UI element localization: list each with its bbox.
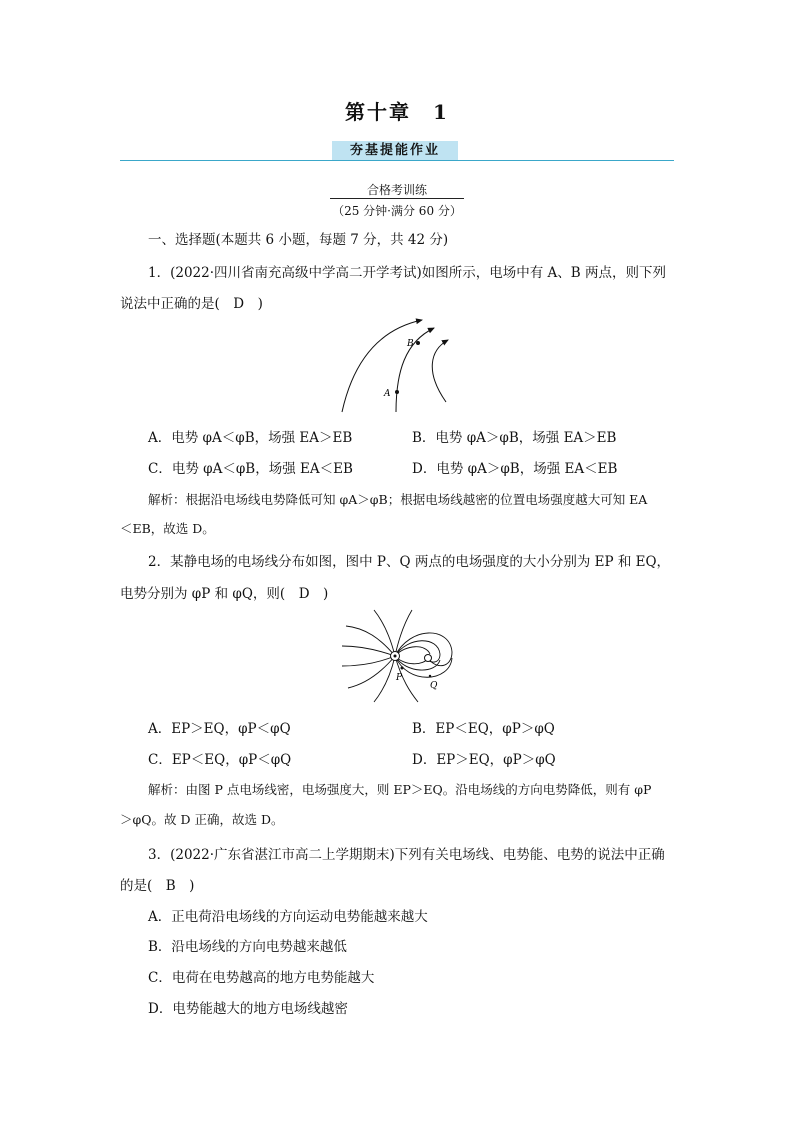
q1-option-c: C．电势 φA＜φB，场强 EA＜EB [148,461,353,477]
chapter-title: 第十章 1 [345,100,449,124]
q2-explanation-line2: ＞φQ。故 D 正确，故选 D。 [120,812,284,827]
q2-stem-line1: 2．某静电场的电场线分布如图，图中 P、Q 两点的电场强度的大小分别为 EP 和 EQ， [148,554,671,570]
q2-stem-line2: 电势分别为 φP 和 φQ，则( D ) [120,586,329,602]
homework-badge: 夯基提能作业 [332,141,458,161]
time-note: （25 分钟·满分 60 分） [332,204,462,218]
q1-field-line-3 [432,340,448,402]
q3-stem-line2: 的是( B ) [120,878,195,894]
q2-option-c: C．EP＜EQ，φP＜φQ [148,752,292,768]
q1-label-a: A [384,389,391,399]
q1-explanation-line1: 解析：根据沿电场线电势降低可知 φA＞φB；根据电场线越密的位置电场强度越大可知 EA [148,492,648,507]
q1-option-b: B．电势 φA＞φB，场强 EA＞EB [412,430,617,446]
q1-label-b: B [407,339,414,349]
q2-field-line [374,656,395,702]
q2-option-d: D．EP＞EQ，φP＞φQ [412,752,556,768]
q1-field-line-2 [396,328,434,412]
q2-label-p: P [396,673,403,683]
q2-field-line [348,656,395,688]
q2-field-line [374,610,395,656]
q1-option-d: D．电势 φA＞φB，场强 EA＜EB [412,461,618,477]
q2-field-loop [395,656,428,664]
q2-negative-charge [425,655,432,662]
q2-option-a: A．EP＞EQ，φP＜φQ [148,721,291,737]
q1-stem-line1: 1．(2022·四川省南充高级中学高二开学考试)如图所示，电场中有 A、B 两点，则下列 [148,265,667,281]
q3-option-b: B．沿电场线的方向电势越来越低 [148,939,347,955]
q3-option-a: A．正电荷沿电场线的方向运动电势能越来越大 [148,909,428,925]
q2-field-line [346,626,395,656]
section-title: 合格考训练 [366,183,427,197]
q3-option-c: C．电荷在电势越高的地方电势能越大 [148,970,375,986]
q1-field-line-1 [342,320,422,412]
part-heading: 一、选择题(本题共 6 小题，每题 7 分，共 42 分) [148,232,449,248]
q2-field-lines-figure [340,608,464,704]
q2-positive-charge-center [394,655,397,658]
q2-field-loop [395,641,440,662]
q2-point-p [401,667,404,670]
q1-explanation-line2: ＜EB，故选 D。 [120,521,215,536]
q1-option-a: A．电势 φA＜φB，场强 EA＞EB [148,430,353,446]
q3-option-d: D．电势能越大的地方电场线越密 [148,1001,348,1017]
section-underline [330,198,464,199]
header-rule [120,160,674,161]
q3-stem-line1: 3．(2022·广东省湛江市高二上学期期末)下列有关电场线、电势能、电势的说法中正确 [148,847,665,863]
q2-label-q: Q [430,681,438,691]
q1-point-a [395,390,399,394]
q1-stem-line2: 说法中正确的是( D ) [120,296,263,312]
q1-point-b [416,341,420,345]
q2-option-b: B．EP＜EQ，φP＞φQ [412,721,555,737]
q2-explanation-line1: 解析：由图 P 点电场线密，电场强度大，则 EP＞EQ。沿电场线的方向电势降低，则有 φP [148,782,652,797]
q2-field-loop [395,656,452,677]
q2-point-q [429,675,431,677]
q1-field-lines-figure [330,312,480,414]
